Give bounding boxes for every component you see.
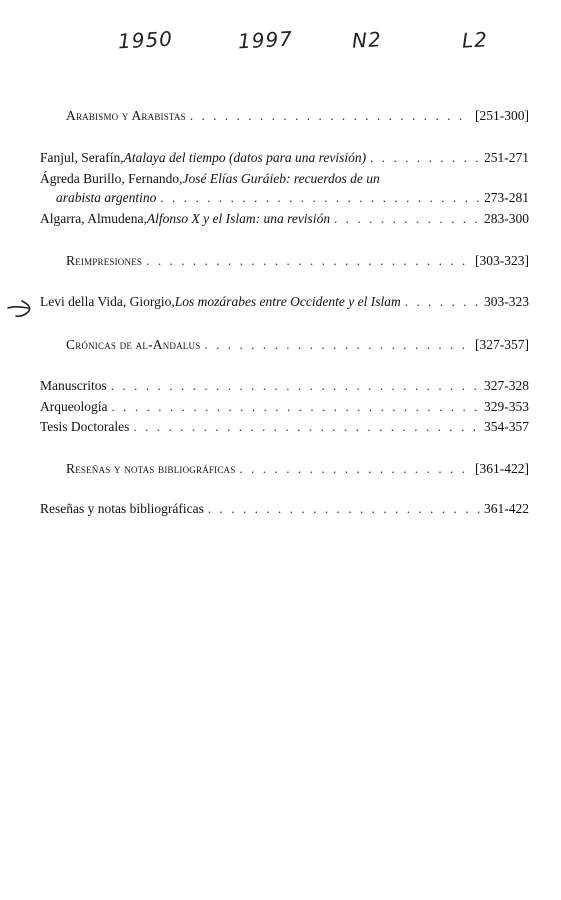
entry-title: Manuscritos <box>40 378 107 393</box>
dot-leader <box>160 189 480 207</box>
dot-leader <box>204 336 471 354</box>
dot-leader <box>405 293 480 311</box>
section-title: Reseñas y notas bibliográficas <box>66 461 236 476</box>
entry-pages: 354-357 <box>484 419 529 434</box>
entry-title: Alfonso X y el Islam: una revisión <box>146 211 331 226</box>
toc-entry <box>40 293 529 311</box>
entry-title: Reseñas y notas bibliográficas <box>40 501 204 516</box>
section-heading <box>66 460 529 478</box>
section-pages: [361-422] <box>475 461 529 476</box>
entry-title: Arqueología <box>40 399 108 414</box>
handwritten-note: L2 <box>461 27 489 53</box>
entry-pages: 329-353 <box>484 399 529 414</box>
entry-pages: 283-300 <box>484 211 529 226</box>
toc-entry <box>40 398 529 416</box>
dot-leader <box>133 418 480 436</box>
section-pages: [251-300] <box>475 108 529 123</box>
section-title: Crónicas de al-Andalus <box>66 337 201 352</box>
section-title: Arabismo y Arabistas <box>66 108 186 123</box>
dot-leader <box>190 107 471 125</box>
dot-leader <box>334 210 480 228</box>
dot-leader <box>146 252 471 270</box>
entry-pages: 251-271 <box>484 150 529 165</box>
entry-pages: 303-323 <box>484 294 529 309</box>
dot-leader <box>111 398 480 416</box>
entry-author: Levi della Vida, Giorgio, <box>40 294 175 309</box>
entry-pages: 273-281 <box>484 190 529 205</box>
dot-leader <box>208 500 480 518</box>
dot-leader <box>370 149 480 167</box>
entry-title: José Elías Guráieb: recuerdos de un <box>182 171 380 186</box>
section-pages: [327-357] <box>475 337 529 352</box>
section-heading <box>66 107 529 125</box>
handwritten-note: N2 <box>351 27 383 53</box>
section-pages: [303-323] <box>475 253 529 268</box>
toc-entry <box>40 500 529 518</box>
section-heading <box>66 252 529 270</box>
section-heading <box>66 336 529 354</box>
entry-title: Tesis Doctorales <box>40 419 130 434</box>
toc-entry <box>40 377 529 395</box>
dot-leader <box>111 377 480 395</box>
handwritten-arrow-icon <box>6 296 34 320</box>
toc-entry <box>40 170 529 188</box>
entry-title: arabista argentino <box>56 190 157 205</box>
toc-entry <box>40 210 529 228</box>
dot-leader <box>239 460 471 478</box>
entry-author: Fanjul, Serafín, <box>40 150 124 165</box>
toc-entry <box>40 418 529 436</box>
handwritten-note: 1997 <box>237 26 294 54</box>
entry-author: Algarra, Almudena, <box>40 211 147 226</box>
section-title: Reimpresiones <box>66 253 143 268</box>
entry-pages: 327-328 <box>484 378 529 393</box>
entry-title: Atalaya del tiempo (datos para una revisión) <box>123 150 367 165</box>
entry-title: Los mozárabes entre Occidente y el Islam <box>174 294 401 309</box>
toc-entry <box>40 149 529 167</box>
entry-pages: 361-422 <box>484 501 529 516</box>
toc-entry-continuation <box>56 189 529 207</box>
entry-author: Ágreda Burillo, Fernando, <box>40 171 183 186</box>
handwritten-note: 1950 <box>117 26 174 54</box>
